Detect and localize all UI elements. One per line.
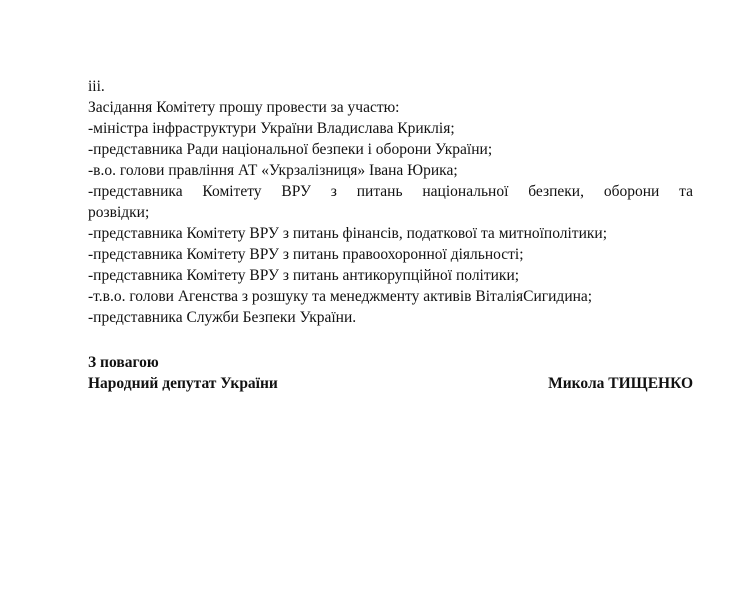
intro-text: Засідання Комітету прошу провести за участю:: [88, 99, 400, 116]
participant-item: -представника Ради національної безпеки і оборони України;: [88, 141, 493, 158]
participant-item: -представника Комітету ВРУ з питань правоохоронної діяльності;: [88, 246, 524, 263]
signer-position: Народний депутат України: [88, 375, 278, 392]
continuation-text: ііі.: [88, 78, 105, 95]
signature-block: [88, 352, 693, 394]
participant-item: -в.о. голови правління АТ «Укрзалізниця» Івана Юрика;: [88, 162, 458, 179]
closing-text: З повагою: [88, 354, 159, 371]
participant-item: -представника Комітету ВРУ з питань національної безпеки, оборони та: [88, 183, 693, 200]
participant-item: -представника Комітету ВРУ з питань фінансів, податкової та митноїполітики;: [88, 225, 608, 242]
letter-body: [88, 76, 693, 328]
participant-item: -міністра інфраструктури України Владислава Криклія;: [88, 120, 455, 137]
signature-row: [88, 373, 693, 394]
participant-item: -представника Служби Безпеки України.: [88, 309, 357, 326]
participant-item: -представника Комітету ВРУ з питань антикорупційної політики;: [88, 267, 520, 284]
signer-name: Микола ТИЩЕНКО: [548, 375, 693, 392]
participant-item: -т.в.о. голови Агенства з розшуку та менеджменту активів ВіталіяСигидина;: [88, 288, 593, 305]
participant-item-continuation: розвідки;: [88, 204, 150, 221]
